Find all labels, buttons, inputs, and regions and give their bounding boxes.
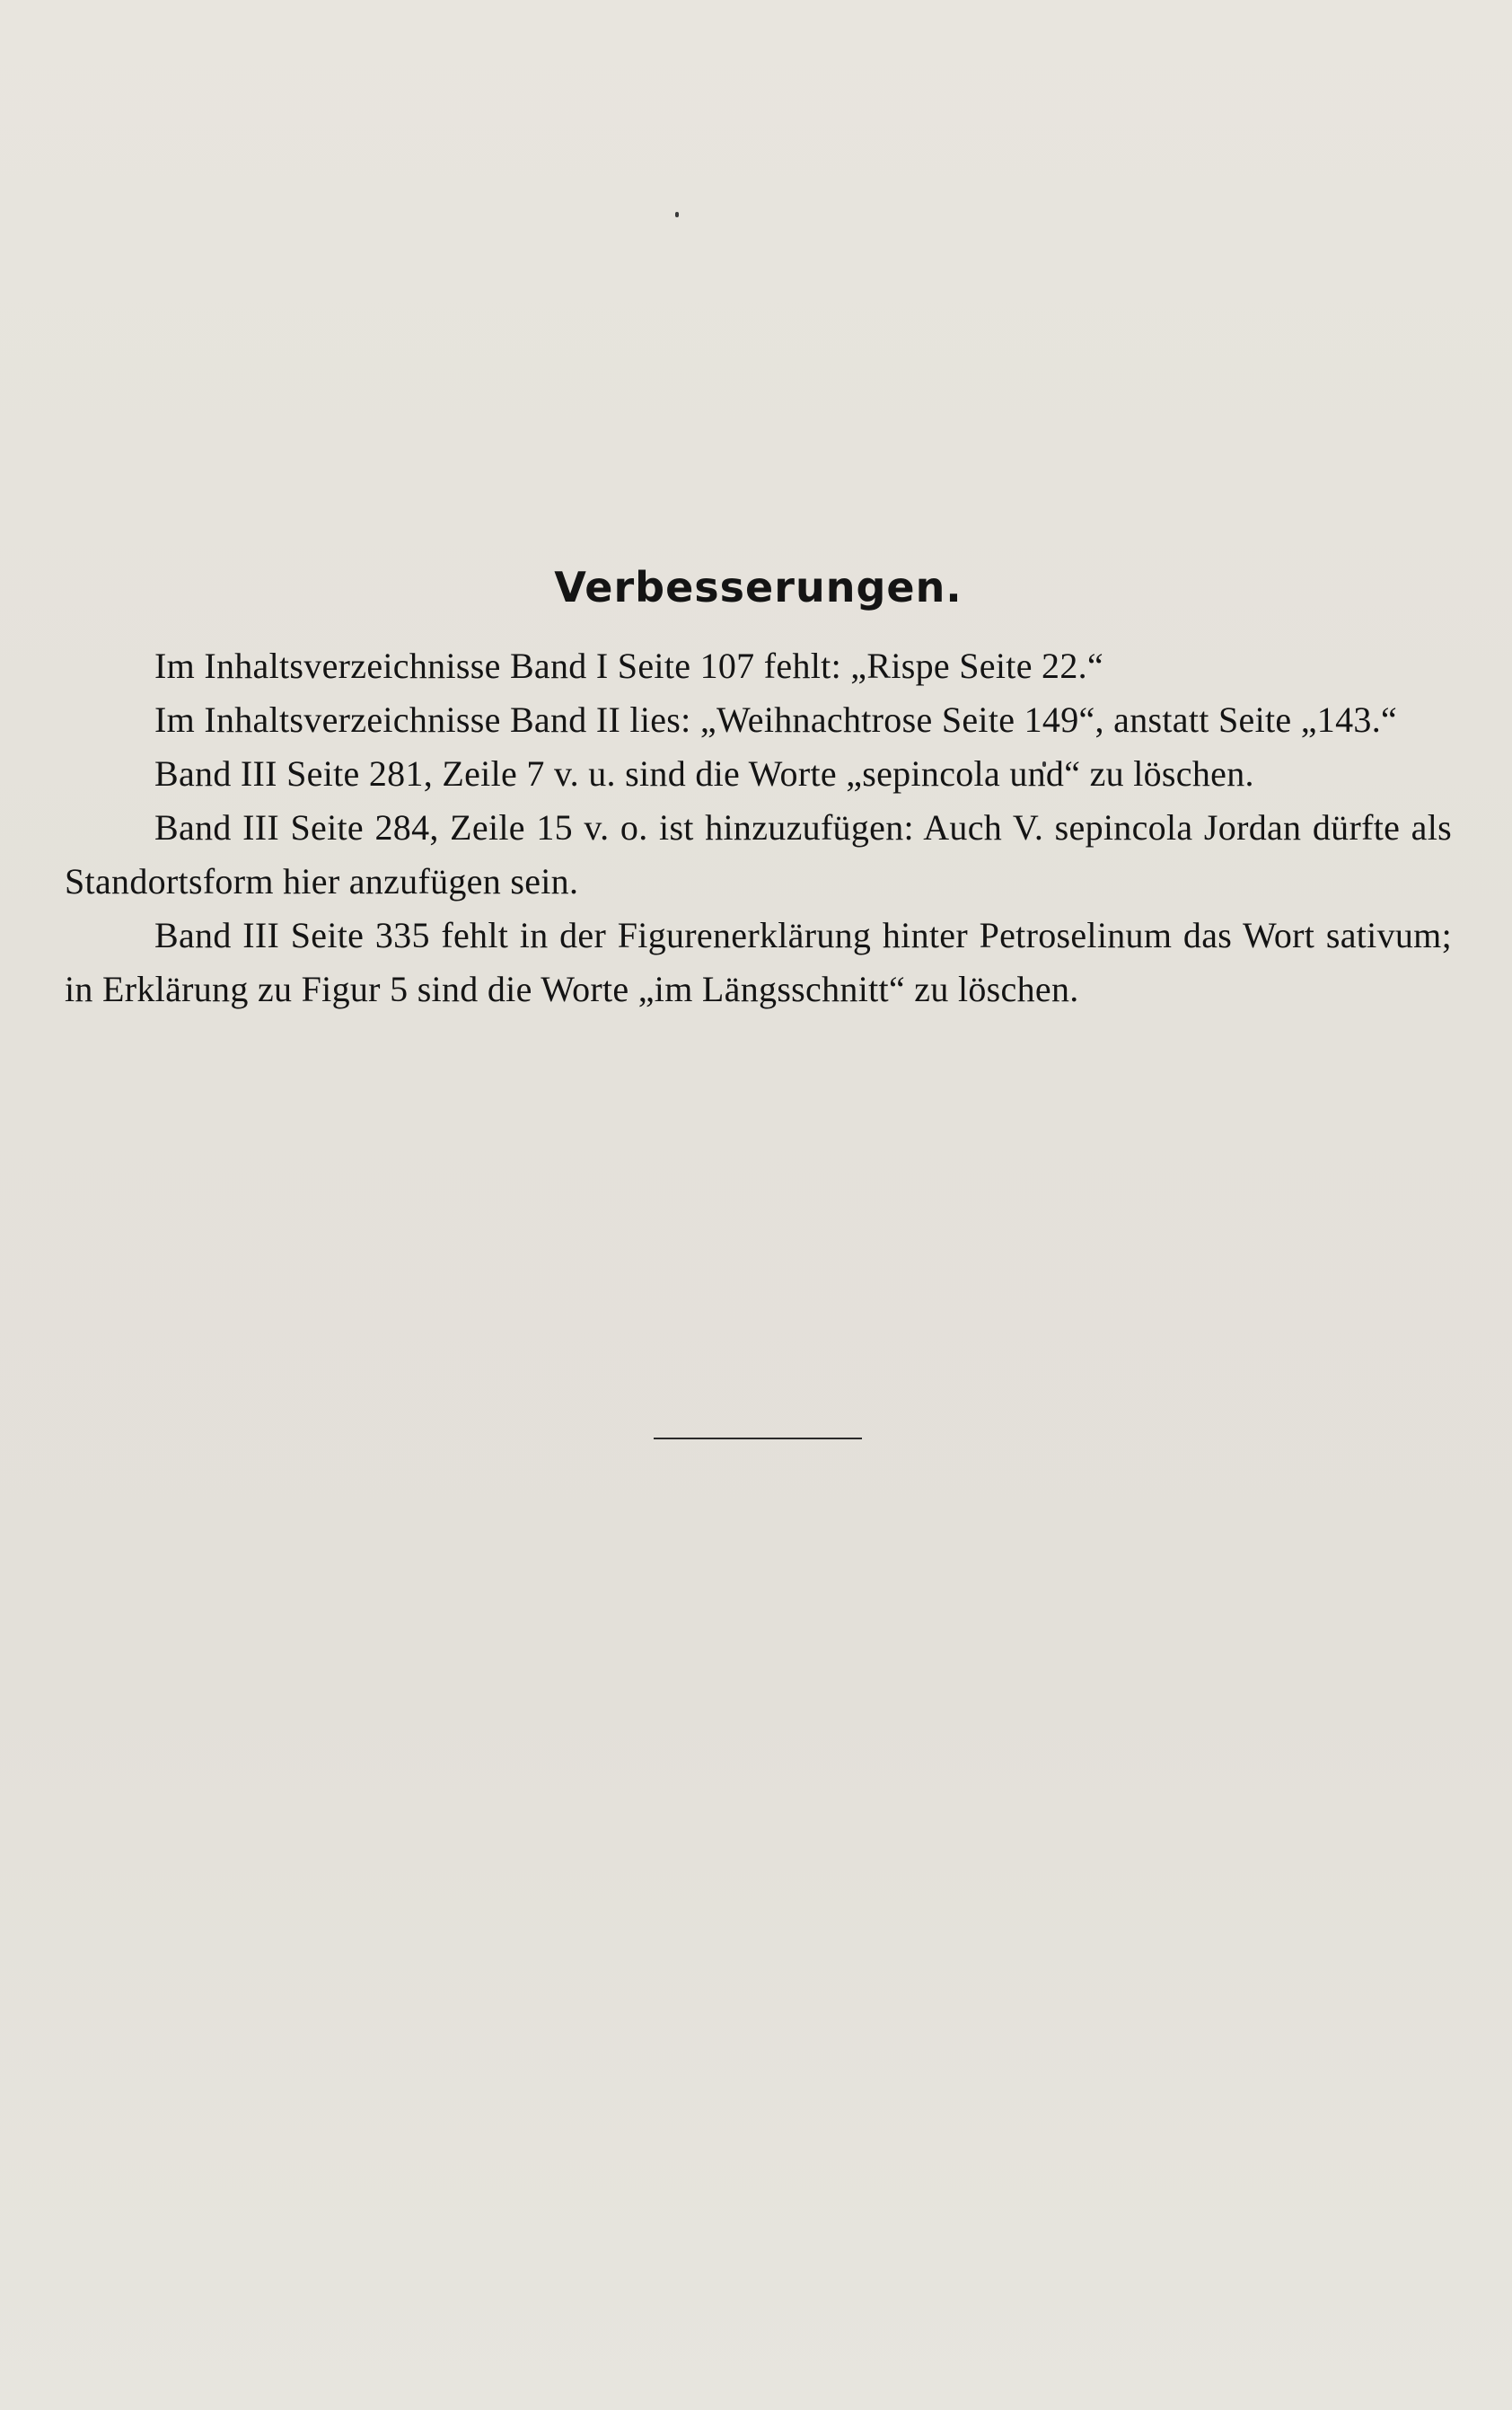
errata-section xyxy=(65,555,1452,1016)
closing-rule xyxy=(654,1438,862,1439)
page-title: Verbesserungen. xyxy=(554,563,963,611)
errata-paragraph: Band III Seite 284, Zeile 15 v. o. ist hinzuzufügen: Auch V. sepincola Jordan dürfte als Standortsform hier anzufügen sein. xyxy=(65,807,1452,902)
errata-paragraph: Im Inhaltsverzeichnisse Band I Seite 107 fehlt: „Rispe Seite 22.“ xyxy=(154,646,1103,686)
errata-paragraph: Band III Seite 281, Zeile 7 v. u. sind die Worte „sepincola und“ zu löschen. xyxy=(154,753,1254,794)
ink-speck xyxy=(675,212,679,217)
errata-paragraph: Band III Seite 335 fehlt in der Figurenerklärung hinter Petroselinum das Wort sativum; in Erklärung zu Figur 5 sind die Worte „im Längsschnitt“ zu löschen. xyxy=(65,915,1452,1009)
errata-paragraph: Im Inhaltsverzeichnisse Band II lies: „Weihnachtrose Seite 149“, anstatt Seite „143.“ xyxy=(154,699,1398,740)
